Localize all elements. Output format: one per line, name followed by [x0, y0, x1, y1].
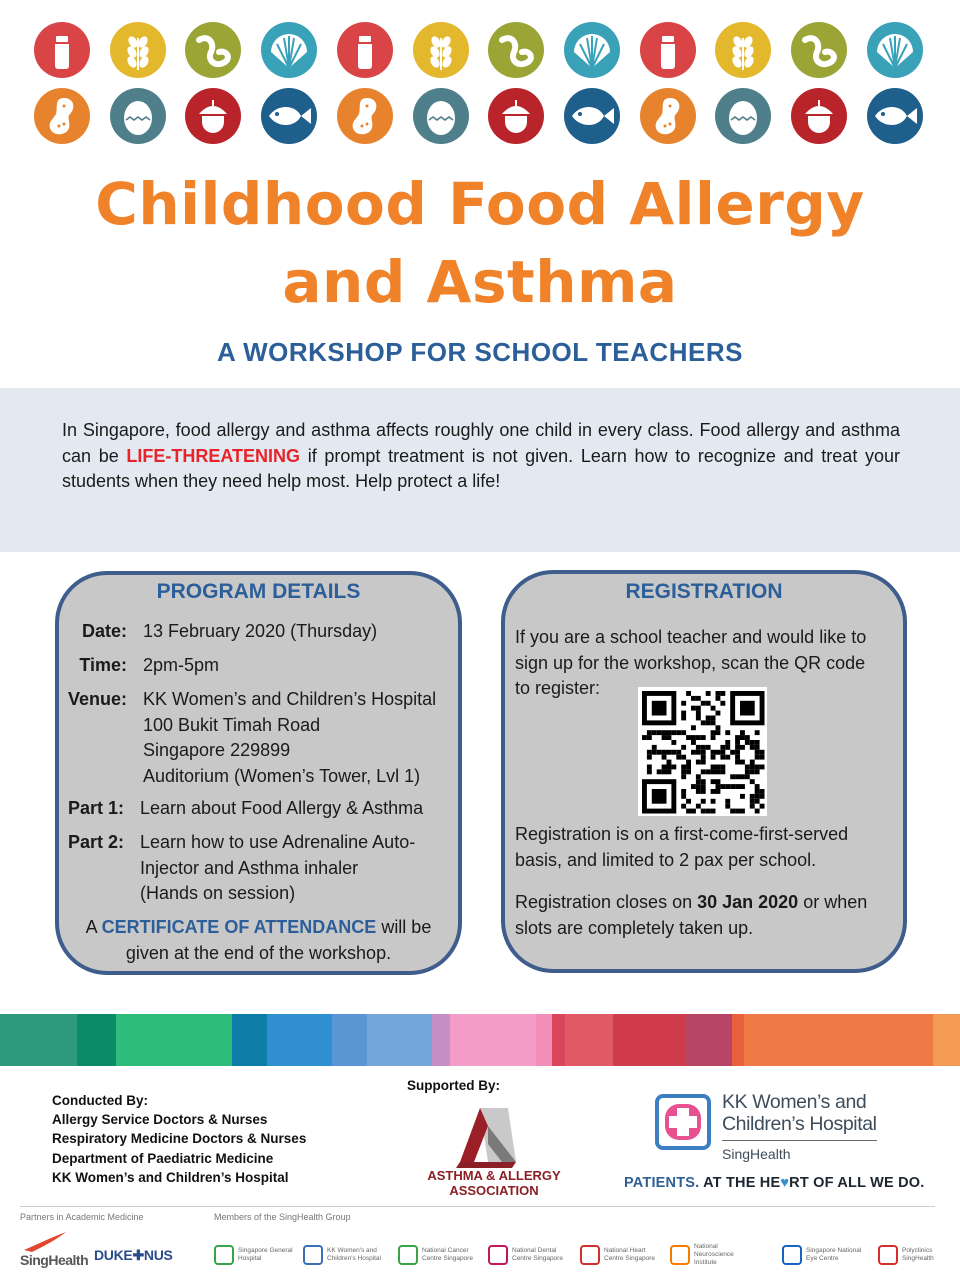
- kkh-name-line: Children’s Hospital: [722, 1113, 877, 1135]
- footer-divider: [20, 1206, 935, 1207]
- soybean-icon: [185, 22, 241, 78]
- program-details-heading: PROGRAM DETAILS: [156, 580, 361, 603]
- closes-date: 30 Jan 2020: [697, 892, 799, 912]
- stripe-segment: [732, 1014, 744, 1066]
- date-value: 13 February 2020 (Thursday): [143, 621, 378, 641]
- member-name: KK Women's and Children's Hospital: [327, 1247, 381, 1262]
- registration-line: If you are a school teacher and would like to: [515, 627, 867, 647]
- member-name: National Dental Centre Singapore: [512, 1247, 563, 1262]
- stripe-segment: [432, 1014, 450, 1066]
- shellfish-icon: [564, 22, 620, 78]
- certificate-suffix: will be: [376, 917, 432, 937]
- member-logo: [488, 1243, 572, 1267]
- member-name: Singapore General Hospital: [238, 1247, 293, 1262]
- stripe-segment: [77, 1014, 116, 1066]
- supported-by-label: Supported By:: [407, 1078, 500, 1093]
- member-logo: [670, 1243, 754, 1267]
- wheat-icon: [715, 22, 771, 78]
- shellfish-icon: [867, 22, 923, 78]
- registration-qr-code[interactable]: [638, 687, 767, 816]
- conducted-by-item: Department of Paediatric Medicine: [52, 1150, 274, 1166]
- page-subtitle: A WORKSHOP FOR SCHOOL TEACHERS: [217, 337, 743, 367]
- egg-icon: [413, 88, 469, 144]
- egg-icon: [715, 88, 771, 144]
- member-institution-icon: [488, 1245, 508, 1265]
- part1-label: Part 1:: [67, 798, 124, 818]
- peanut-icon: [337, 88, 393, 144]
- title-line-1: Childhood Food Allergy: [95, 170, 865, 238]
- intro-paragraph: [62, 418, 900, 495]
- stripe-segment: [536, 1014, 552, 1066]
- member-logo: [580, 1243, 664, 1267]
- fish-icon: [564, 88, 620, 144]
- certificate-prefix: A: [85, 917, 102, 937]
- intro-text-2: if prompt treatment is not given. Learn how to recognize and treat your students when they need help most. Help protect a life!: [62, 445, 901, 491]
- fish-icon: [261, 88, 317, 144]
- conducted-by-heading: Conducted By:: [52, 1093, 148, 1108]
- venue-line: Singapore 229899: [143, 740, 291, 760]
- tagline-part: AT THE HE: [699, 1175, 781, 1191]
- partners-label: Partners in Academic Medicine: [20, 1212, 144, 1222]
- member-institution-icon: [303, 1245, 323, 1265]
- part2-label: Part 2:: [67, 832, 124, 852]
- milk-bottle-icon: [640, 22, 696, 78]
- closes-prefix: Registration closes on: [515, 892, 698, 912]
- part2-value: [140, 830, 415, 907]
- stripe-segment: [933, 1014, 960, 1066]
- tree-nut-icon: [488, 88, 544, 144]
- tagline-part: RT OF ALL WE DO.: [789, 1175, 925, 1191]
- kkh-cross-logo: [655, 1094, 711, 1150]
- kkh-divider: [722, 1140, 877, 1141]
- stripe-segment: [565, 1014, 612, 1066]
- time-label: Time:: [79, 655, 127, 675]
- title-line-2: and Asthma: [282, 248, 678, 316]
- certificate-note: [60, 915, 457, 966]
- stripe-segment: [744, 1014, 932, 1066]
- member-logo: [878, 1243, 942, 1267]
- singhealth-logo: [20, 1230, 88, 1272]
- peanut-icon: [34, 88, 90, 144]
- basis-line: Registration is on a first-come-first-served: [515, 824, 849, 844]
- qr-pattern: [638, 687, 767, 816]
- page-title: [0, 165, 960, 321]
- wheat-icon: [413, 22, 469, 78]
- member-name: National Neuroscience Institute: [694, 1243, 734, 1266]
- tagline-part: PATIENTS.: [624, 1175, 700, 1191]
- stripe-segment: [685, 1014, 732, 1066]
- member-logo: [303, 1243, 387, 1267]
- conducted-by-list: [52, 1091, 306, 1187]
- milk-bottle-icon: [34, 22, 90, 78]
- conducted-by-item: Allergy Service Doctors & Nurses: [52, 1112, 268, 1128]
- part1-value: Learn about Food Allergy & Asthma: [140, 798, 424, 818]
- closes-line-2: slots are completely taken up.: [515, 917, 754, 938]
- member-institution-icon: [670, 1245, 690, 1265]
- member-institution-icon: [398, 1245, 418, 1265]
- certificate-line-2: given at the end of the workshop.: [125, 942, 392, 963]
- venue-label: Venue:: [67, 689, 127, 709]
- closes-suffix: or when: [798, 892, 868, 912]
- tree-nut-icon: [185, 88, 241, 144]
- time-value: 2pm-5pm: [143, 655, 220, 675]
- shellfish-icon: [261, 22, 317, 78]
- soybean-icon: [488, 22, 544, 78]
- color-stripe: [0, 1014, 960, 1066]
- part2-line: (Hands on session): [140, 883, 296, 903]
- wheat-icon: [110, 22, 166, 78]
- stripe-segment: [116, 1014, 232, 1066]
- stripe-segment: [450, 1014, 536, 1066]
- registration-line: to register:: [515, 678, 601, 698]
- registration-deadline: [515, 890, 905, 941]
- member-name: Polyclinics SingHealth: [902, 1247, 934, 1262]
- stripe-segment: [552, 1014, 566, 1066]
- tree-nut-icon: [791, 88, 847, 144]
- egg-icon: [110, 88, 166, 144]
- date-label: Date:: [81, 621, 127, 641]
- peanut-icon: [640, 88, 696, 144]
- intro-text-1: In Singapore, food allergy and asthma affects roughly one child in every class. Food allergy and asthma can be: [62, 420, 900, 466]
- venue-line: 100 Bukit Timah Road: [143, 714, 321, 735]
- registration-line: sign up for the workshop, scan the QR code: [515, 652, 866, 673]
- milk-bottle-icon: [337, 22, 393, 78]
- member-institution-icon: [580, 1245, 600, 1265]
- member-logo: [782, 1243, 866, 1267]
- registration-heading: REGISTRATION: [625, 580, 783, 603]
- stripe-segment: [0, 1014, 77, 1066]
- kkh-tagline: [624, 1175, 944, 1191]
- venue-line: KK Women’s and Children’s Hospital: [143, 689, 437, 709]
- duke-nus-logo: DUKE✚NUS: [94, 1247, 173, 1263]
- soybean-icon: [791, 22, 847, 78]
- kkh-group-label: SingHealth: [722, 1146, 791, 1162]
- venue-line: Auditorium (Women’s Tower, Lvl 1): [143, 765, 421, 786]
- kkh-name-line: KK Women’s and: [722, 1091, 867, 1113]
- member-institution-icon: [782, 1245, 802, 1265]
- member-logo: [214, 1243, 298, 1267]
- members-label: Members of the SingHealth Group: [214, 1212, 351, 1222]
- member-logo: [398, 1243, 482, 1267]
- fish-icon: [867, 88, 923, 144]
- life-threatening-highlight: LIFE-THREATENING: [126, 445, 301, 466]
- heart-icon: ♥: [780, 1175, 790, 1191]
- stripe-segment: [332, 1014, 367, 1066]
- stripe-segment: [267, 1014, 332, 1066]
- singhealth-text: SingHealth: [20, 1252, 89, 1268]
- registration-basis: [515, 822, 905, 873]
- certificate-highlight: CERTIFICATE OF ATTENDANCE: [101, 917, 377, 937]
- conducted-by-item: KK Women’s and Children’s Hospital: [52, 1169, 289, 1185]
- venue-value: [143, 687, 436, 789]
- aaa-name: ASTHMA & ALLERGY ASSOCIATION: [427, 1168, 561, 1198]
- part2-line: Learn how to use Adrenaline Auto-: [140, 832, 416, 852]
- member-institution-icon: [878, 1245, 898, 1265]
- conducted-by-item: Respiratory Medicine Doctors & Nurses: [52, 1131, 307, 1147]
- part2-line: Injector and Asthma inhaler: [140, 857, 359, 878]
- kkh-name: [722, 1091, 882, 1135]
- allergen-icon-strip: [34, 22, 926, 150]
- basis-line: basis, and limited to 2 pax per school.: [515, 849, 817, 870]
- stripe-segment: [613, 1014, 686, 1066]
- stripe-segment: [367, 1014, 432, 1066]
- member-institution-icon: [214, 1245, 234, 1265]
- stripe-segment: [232, 1014, 267, 1066]
- member-name: National Heart Centre Singapore: [604, 1247, 655, 1262]
- member-name: National Cancer Centre Singapore: [422, 1247, 473, 1262]
- member-name: Singapore National Eye Centre: [806, 1247, 862, 1262]
- singhealth-swoosh-icon: [20, 1230, 88, 1254]
